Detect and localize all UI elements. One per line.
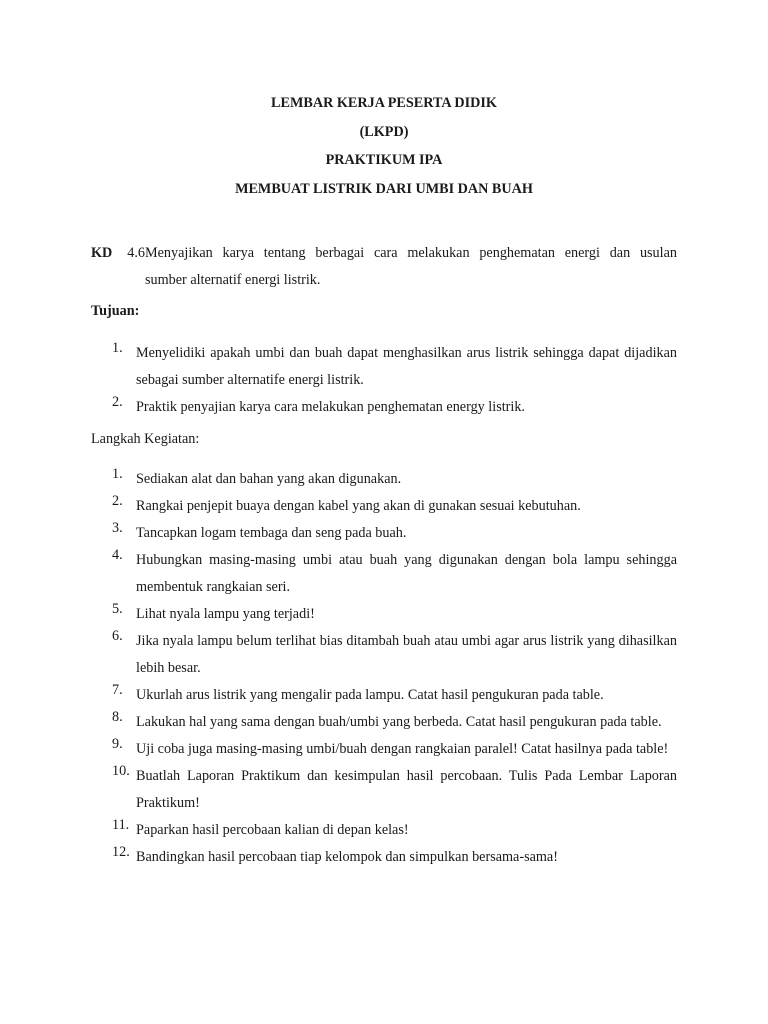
- list-number: 1.: [112, 340, 123, 356]
- tujuan-heading: Tujuan:: [91, 303, 140, 319]
- list-number: 11.: [112, 817, 130, 833]
- list-item: [91, 340, 677, 394]
- list-text: Ukurlah arus listrik yang mengalir pada lampu. Catat hasil pengukuran pada table.: [136, 687, 604, 703]
- list-text: Menyelidiki apakah umbi dan buah dapat menghasilkan arus listrik sehingga dapat dijadikan sebagai sumber alternatife energi listrik.: [136, 345, 677, 388]
- list-number: 1.: [112, 466, 123, 482]
- list-item: [91, 493, 677, 520]
- tujuan-list: [91, 340, 677, 421]
- kd-section: [91, 240, 677, 294]
- list-item: [91, 709, 677, 736]
- list-item: [91, 682, 677, 709]
- list-number: 6.: [112, 628, 123, 644]
- list-text: Paparkan hasil percobaan kalian di depan kelas!: [136, 822, 409, 838]
- list-item: [91, 736, 677, 763]
- list-text: Buatlah Laporan Praktikum dan kesimpulan hasil percobaan. Tulis Pada Lembar Laporan Praktikum!: [136, 768, 677, 811]
- kd-label: KD: [91, 245, 113, 261]
- header-topic: MEMBUAT LISTRIK DARI UMBI DAN BUAH: [235, 180, 533, 197]
- list-item: [91, 601, 677, 628]
- list-text: Uji coba juga masing-masing umbi/buah dengan rangkaian paralel! Catat hasilnya pada table!: [136, 741, 669, 757]
- list-number: 10.: [112, 763, 130, 779]
- list-item: [91, 844, 677, 871]
- list-item: [91, 547, 677, 601]
- list-number: 9.: [112, 736, 123, 752]
- list-item: [91, 628, 677, 682]
- list-text: Sediakan alat dan bahan yang akan digunakan.: [136, 471, 402, 487]
- header-title: LEMBAR KERJA PESERTA DIDIK: [271, 95, 497, 111]
- list-text: Rangkai penjepit buaya dengan kabel yang akan di gunakan sesuai kebutuhan.: [136, 498, 581, 514]
- list-number: 2.: [112, 394, 123, 410]
- document-header: [0, 93, 768, 207]
- kd-text-line1: Menyajikan karya tentang berbagai cara melakukan penghematan energi dan usulan: [145, 245, 677, 261]
- list-item: [91, 817, 677, 844]
- list-text: Lihat nyala lampu yang terjadi!: [136, 606, 315, 622]
- list-text: Lakukan hal yang sama dengan buah/umbi yang berbeda. Catat hasil pengukuran pada table.: [136, 714, 662, 730]
- list-number: 12.: [112, 844, 130, 860]
- list-item: [91, 520, 677, 547]
- list-number: 2.: [112, 493, 123, 509]
- list-text: Hubungkan masing-masing umbi atau buah yang digunakan dengan bola lampu sehingga membentuk rangkaian seri.: [136, 552, 677, 595]
- list-item: [91, 763, 677, 817]
- langkah-heading: Langkah Kegiatan:: [91, 431, 200, 447]
- kd-label-group: [91, 240, 145, 267]
- langkah-list: [91, 466, 677, 871]
- list-text: Jika nyala lampu belum terlihat bias ditambah buah atau umbi agar arus listrik yang dihasilkan lebih besar.: [136, 633, 677, 676]
- list-number: 4.: [112, 547, 123, 563]
- list-text: Tancapkan logam tembaga dan seng pada buah.: [136, 525, 407, 541]
- header-abbreviation: (LKPD): [359, 123, 409, 140]
- list-number: 7.: [112, 682, 123, 698]
- header-subject: PRAKTIKUM IPA: [325, 152, 443, 168]
- kd-text-line2: sumber alternatif energi listrik.: [145, 272, 321, 288]
- list-text: Praktik penyajian karya cara melakukan penghematan energy listrik.: [136, 399, 525, 415]
- list-number: 8.: [112, 709, 123, 725]
- list-number: 5.: [112, 601, 123, 617]
- list-number: 3.: [112, 520, 123, 536]
- list-item: [91, 394, 677, 421]
- list-text: Bandingkan hasil percobaan tiap kelompok dan simpulkan bersama-sama!: [136, 849, 558, 865]
- list-item: [91, 466, 677, 493]
- kd-number: 4.6: [127, 245, 145, 261]
